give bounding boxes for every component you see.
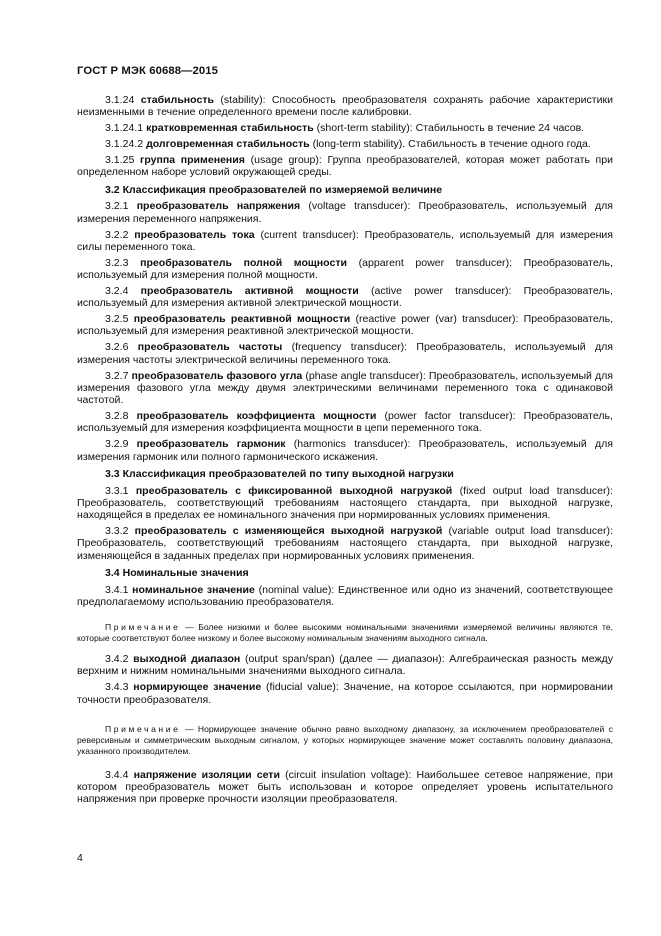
clause-3-4-4 <box>77 769 613 806</box>
clause-term: преобразователь гармоник <box>136 438 286 451</box>
section-heading-3-2: 3.2 Классификация преобразователей по измеряемой величине <box>105 183 443 196</box>
clause-text: (active power transducer): Преобразователь, используемый для измерения активной электрической мощности. <box>77 285 613 310</box>
document-body <box>77 94 613 809</box>
clause-term: преобразователь с фиксированной выходной нагрузкой <box>135 484 453 497</box>
clause-3-4-2 <box>77 653 613 678</box>
document-header: ГОСТ Р МЭК 60688—2015 <box>77 65 219 77</box>
clause-text: (short-term stability): Стабильность в течение 24 часов. <box>316 122 585 135</box>
clause-number: 3.1.24.1 <box>105 122 144 135</box>
clause-term: стабильность <box>140 94 214 106</box>
clause-number: 3.2.3 <box>105 256 129 269</box>
note-label: Примечание <box>105 723 181 734</box>
clause-text: (variable output load transducer): Преобразователь, соответствующий требованиям настоящего стандарта, при выходной нагрузке, изменяющейся в заданных пределах при нормированных условиях применения. <box>77 525 613 562</box>
clause-text: (fixed output load transducer): Преобразователь, соответствующий требованиям настоящего стандарта, при выходной нагрузке, находящейся в пределах ее номинального значения при нормированных условиях применения. <box>77 484 613 522</box>
clause-number: 3.2.1 <box>105 200 129 213</box>
note-1 <box>77 622 613 644</box>
clause-term: группа применения <box>139 153 245 166</box>
clause-text: (voltage transducer): Преобразователь, используемый для измерения переменного напряжения. <box>77 200 613 225</box>
clause-term: преобразователь полной мощности <box>140 256 347 269</box>
clause-term: преобразователь реактивной мощности <box>133 313 351 326</box>
clause-text: (fiducial value): Значение, на которое ссылаются, при нормировании точности преобразователя. <box>77 681 613 706</box>
clause-3-3-2 <box>77 525 613 562</box>
clause-3-2-4 <box>77 285 613 310</box>
clause-text: (frequency transducer): Преобразователь, используемый для измерения частоты электрической величины переменного тока. <box>77 341 613 366</box>
clause-3-2-7 <box>77 370 613 407</box>
clause-3-1-24-1 <box>77 122 613 134</box>
clause-text: (current transducer): Преобразователь, используемый для измерения силы переменного тока. <box>77 228 614 253</box>
clause-text: (reactive power (var) transducer): Преобразователь, используемый для измерения реактивной электрической мощности. <box>77 313 613 338</box>
clause-term: преобразователь активной мощности <box>140 285 359 297</box>
clause-term: преобразователь напряжения <box>136 200 301 213</box>
clause-text: (nominal value): Единственное или одно из значений, соответствующее предполагаемому использованию преобразователя. <box>77 583 613 609</box>
clause-3-4-3 <box>77 681 613 706</box>
clause-term: преобразователь частоты <box>137 341 283 354</box>
section-heading-3-3: 3.3 Классификация преобразователей по типу выходной нагрузки <box>105 468 454 481</box>
clause-text: (long-term stability). Стабильность в течение одного года. <box>312 138 591 151</box>
clause-term: преобразователь коэффициента мощности <box>136 410 377 423</box>
clause-text: (usage group): Группа преобразователей, которая может работать при определенном наборе условий окружающей среды. <box>77 153 614 179</box>
clause-term: нормирующее значение <box>133 681 262 694</box>
note-label: Примечание <box>105 622 181 633</box>
clause-text: (stability): Способность преобразователя сохранять рабочие характеристики неизменными в течение определенного времени после калибровки. <box>77 94 613 119</box>
clause-number: 3.1.25 <box>105 153 135 166</box>
clause-number: 3.1.24.2 <box>105 138 144 151</box>
clause-3-2-6 <box>77 341 613 366</box>
clause-text: (output span/span) (далее — диапазон): Алгебраическая разность между верхним и нижним номинальными значениями выходного сигнала. <box>77 653 613 678</box>
clause-text: (harmonics transducer): Преобразователь, используемый для измерения гармоник или полного гармонического искажения. <box>77 438 613 463</box>
clause-text: (phase angle transducer): Преобразователь, используемый для измерения фазового угла между двумя электрическими величинами переменного тока с одинаковой частотой. <box>77 369 613 407</box>
clause-term: преобразователь фазового угла <box>131 369 303 382</box>
clause-number: 3.2.5 <box>105 313 129 326</box>
clause-term: выходной диапазон <box>133 653 241 666</box>
clause-number: 3.2.9 <box>105 438 129 451</box>
clause-term: долговременная стабильность <box>146 138 310 151</box>
clause-number: 3.3.1 <box>105 484 129 497</box>
note-text: — Более низкими и более высокими номинальными значениями измеряемой величины являются те, которые соответствуют более низкому и более высокому номинальным значениям выходного сигнала. <box>77 622 613 644</box>
clause-term: напряжение изоляции сети <box>133 768 280 781</box>
clause-term: преобразователь тока <box>134 228 255 241</box>
clause-3-3-1 <box>77 485 613 522</box>
clause-3-2-2 <box>77 229 613 254</box>
clause-3-1-24 <box>77 94 613 119</box>
page-number: 4 <box>77 852 83 864</box>
clause-number: 3.4.2 <box>105 653 129 666</box>
clause-3-2-9 <box>77 438 613 463</box>
clause-number: 3.2.6 <box>105 341 129 354</box>
clause-number: 3.4.1 <box>105 583 129 596</box>
section-heading-3-4: 3.4 Номинальные значения <box>105 567 249 580</box>
clause-text: (power factor transducer): Преобразователь, используемый для измерения коэффициента мощности в цепи переменного тока. <box>77 410 613 435</box>
note-2 <box>77 724 613 757</box>
clause-3-4-1 <box>77 584 613 609</box>
note-text: — Нормирующее значение обычно равно выходному диапазону, за исключением преобразователей с реверсивным и симметрическим выходным сигналом, у которых нормирующее значение может составлять половину диапазона, указанного производителем. <box>77 723 613 756</box>
clause-number: 3.4.3 <box>105 681 129 694</box>
clause-3-1-24-2 <box>77 138 613 150</box>
clause-term: кратковременная стабильность <box>146 122 314 135</box>
clause-3-2-8 <box>77 410 613 435</box>
clause-number: 3.3.2 <box>105 525 129 538</box>
clause-number: 3.1.24 <box>105 94 135 106</box>
clause-number: 3.2.8 <box>105 410 129 423</box>
clause-text: (apparent power transducer): Преобразователь, используемый для измерения полной мощности. <box>77 256 613 282</box>
clause-number: 3.2.2 <box>105 228 129 241</box>
clause-term: преобразователь с изменяющейся выходной нагрузкой <box>134 525 443 538</box>
clause-3-1-25 <box>77 154 613 179</box>
clause-text: (circuit insulation voltage): Наибольшее сетевое напряжение, при котором преобразователь может быть использован и которое определяет уровень испытательного напряжения при проверке прочности изоляции преобразователя. <box>77 768 613 806</box>
clause-number: 3.4.4 <box>105 768 129 781</box>
clause-number: 3.2.7 <box>105 369 129 382</box>
clause-3-2-5 <box>77 313 613 338</box>
clause-3-2-1 <box>77 200 613 225</box>
clause-term: номинальное значение <box>132 583 255 596</box>
clause-3-2-3 <box>77 257 613 282</box>
clause-number: 3.2.4 <box>105 285 129 297</box>
